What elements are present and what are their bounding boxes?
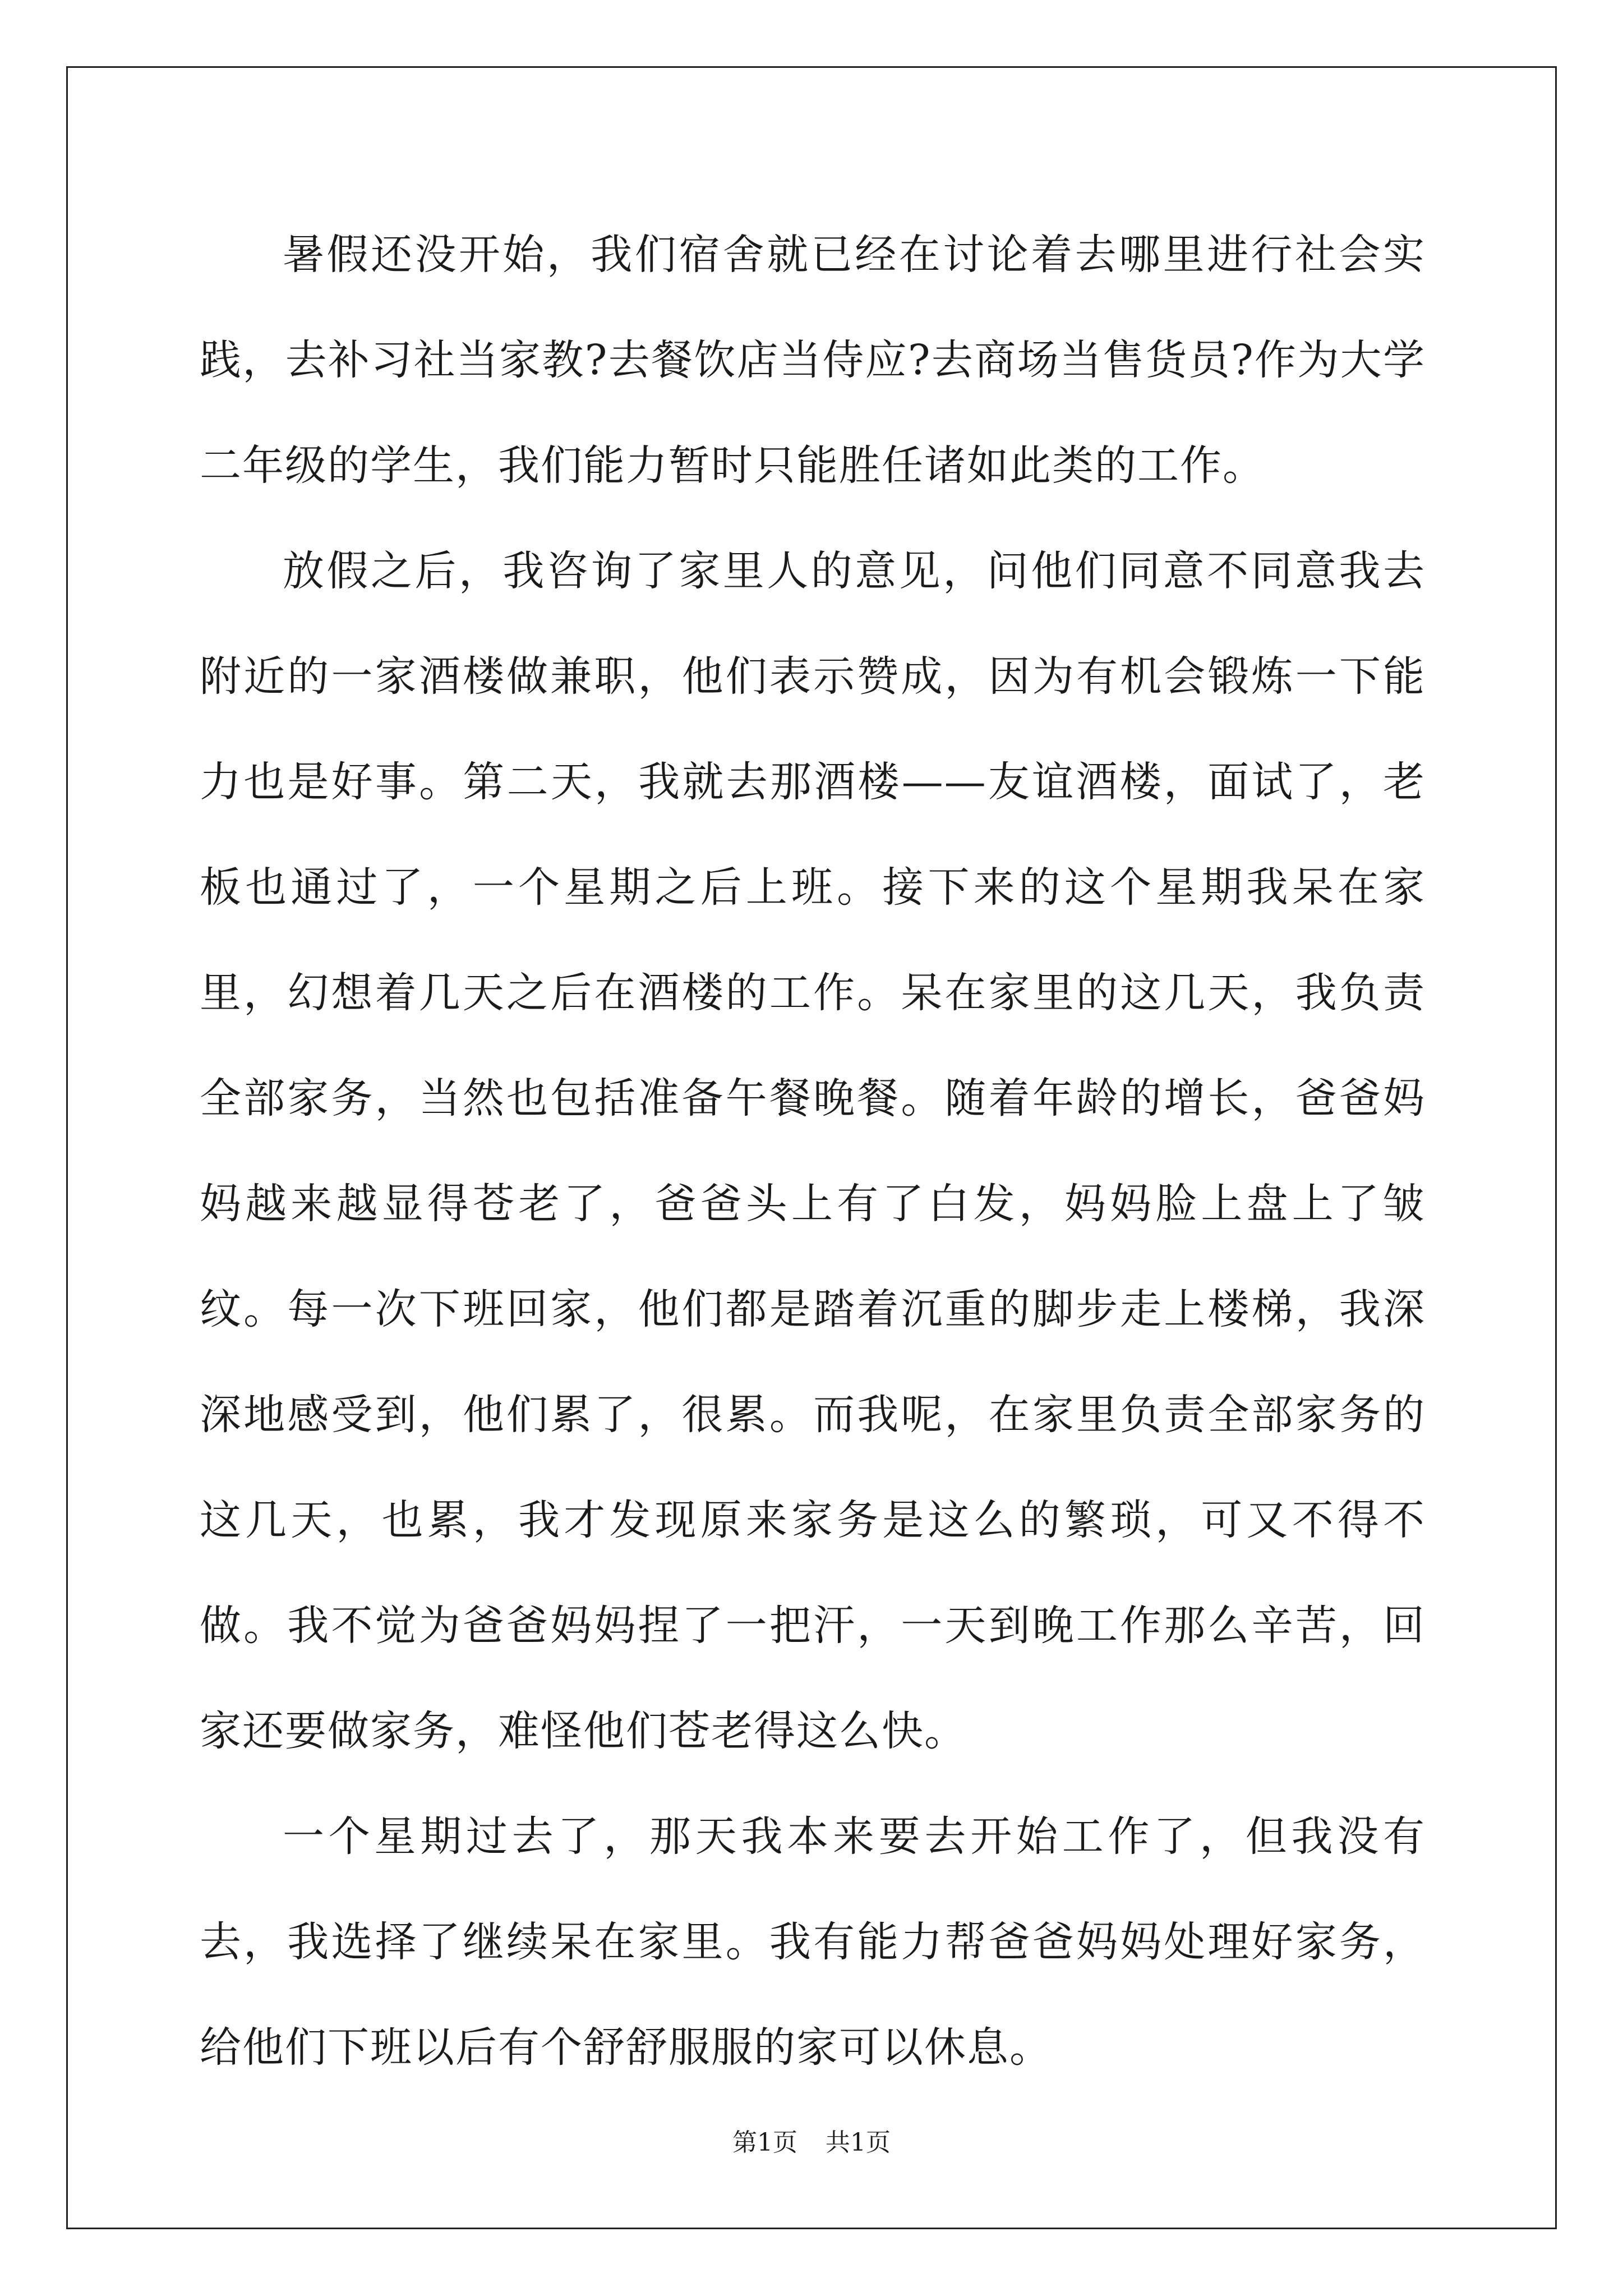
page-footer: [0, 2126, 1623, 2160]
paragraph: 放假之后，我咨询了家里人的意见，问他们同意不同意我去附近的一家酒楼做兼职，他们表示赞成，因为有机会锻炼一下能力也是好事。第二天，我就去那酒楼——友谊酒楼，面试了，老板也通过了，一个星期之后上班。接下来的这个星期我呆在家里，幻想着几天之后在酒楼的工作。呆在家里的这几天，我负责全部家务，当然也包括准备午餐晚餐。随着年龄的增长，爸爸妈妈越来越显得苍老了，爸爸头上有了白发，妈妈脸上盘上了皱纹。每一次下班回家，他们都是踏着沉重的脚步走上楼梯，我深深地感受到，他们累了，很累。而我呢，在家里负责全部家务的这几天，也累，我才发现原来家务是这么的繁琐，可又不得不做。我不觉为爸爸妈妈捏了一把汗，一天到晚工作那么辛苦，回家还要做家务，难怪他们苍老得这么快。: [200, 547, 1426, 1755]
document-body: [200, 202, 1426, 2100]
page-number: 第1页: [732, 2128, 797, 2157]
paragraph: 一个星期过去了，那天我本来要去开始工作了，但我没有去，我选择了继续呆在家里。我有能力帮爸爸妈妈处理好家务，给他们下班以后有个舒舒服服的家可以休息。: [200, 1812, 1426, 2072]
page-total: 共1页: [826, 2128, 891, 2157]
paragraph: 暑假还没开始，我们宿舍就已经在讨论着去哪里进行社会实践，去补习社当家教?去餐饮店当侍应?去商场当售货员?作为大学二年级的学生，我们能力暂时只能胜任诸如此类的工作。: [200, 231, 1426, 490]
